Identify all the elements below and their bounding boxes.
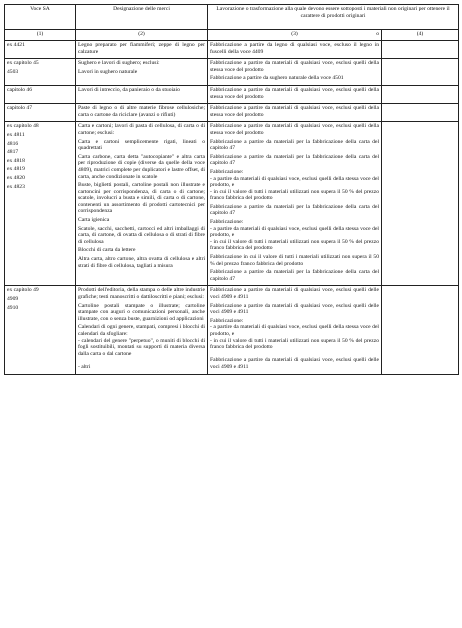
cell-voce-sa-entry: ex 4421 <box>7 42 25 48</box>
cell-lavorazione-entry: Fabbricazione a partire da materiali di qualsiasi voce, esclusi quelli della stessa voce del prodotto <box>210 60 379 73</box>
cell-designazione-entry: Carta carbone, carta detta "autocopiante" e altra carta per riproduzione di copie (diverse da quelle della voce 4809), matrici complete per duplicatori e lastre offset, di carta, anche condizionate in scatole <box>78 153 205 180</box>
origin-rules-table <box>4 4 459 375</box>
table-row <box>5 59 459 86</box>
col-num-4: (4) <box>382 30 459 41</box>
cell-voce-sa-entry: ex 4819 <box>7 166 25 173</box>
cell-designazione <box>76 41 208 59</box>
cell-voce-sa-entry: capitolo 47 <box>7 105 33 112</box>
cell-designazione-entry: Scatole, sacchi, sacchetti, cartocci ed altri imballaggi di carta, di cartone, di ovatta di cellulosa o di strati di fibre di cellulosa <box>78 225 205 245</box>
cell-lavorazione-entry: Fabbricazione a partire da materiali per la fabbricazione della carta del capitolo 47 <box>210 138 379 152</box>
cell-alternative <box>382 41 459 59</box>
cell-lavorazione <box>208 59 382 86</box>
cell-lavorazione-entry: Fabbricazione: - a partire da materiali di qualsiasi voce, esclusi quelli della stessa voce del prodotto, e - in cui il valore di tutti i materiali utilizzati non supera il 50 % del prezzo franco fabbrica del prodotto Fabbricazione a partire da materiali di qualsiasi voce, esclusi quelli delle voci 4909 e 4911 <box>210 317 379 370</box>
document-page <box>4 4 458 625</box>
cell-designazione-entry: Carta e cartoni semplicemente rigati, lineati o quadrettati <box>78 138 205 152</box>
cell-lavorazione-entry: Fabbricazione a partire da materiali di qualsiasi voce, esclusi quelli della stessa voce del prodotto <box>210 105 379 118</box>
cell-voce-sa-entry: ex capitolo 45 <box>7 60 39 67</box>
cell-lavorazione-entry: Fabbricazione a partire da materiali di qualsiasi voce, esclusi quelli delle voci 4909 e 4911 <box>210 287 379 300</box>
cell-voce-sa-entry: 4816 <box>7 140 19 147</box>
cell-lavorazione-entry: Fabbricazione a partire da sughero naturale della voce 4501 <box>210 75 344 82</box>
cell-voce-sa <box>5 59 76 86</box>
cell-lavorazione <box>208 122 382 286</box>
cell-alternative <box>382 85 459 103</box>
cell-voce-sa-entry: capitolo 46 <box>7 86 33 93</box>
cell-voce-sa-entry: 4910 <box>7 304 19 311</box>
cell-lavorazione-entry: Fabbricazione a partire da materiali di qualsiasi voce, esclusi quelli della stessa voce del prodotto <box>210 86 379 100</box>
cell-lavorazione <box>208 286 382 374</box>
cell-designazione-entry: Blocchi di carta da lettere <box>78 247 136 254</box>
cell-lavorazione-entry: Fabbricazione a partire da materiali di qualsiasi voce, esclusi quelli della stessa voce del prodotto <box>210 123 379 136</box>
cell-designazione <box>76 122 208 286</box>
cell-alternative <box>382 59 459 86</box>
col-num-3 <box>208 30 382 41</box>
cell-designazione <box>76 85 208 103</box>
cell-designazione-entry: Lavori di intreccio, da panieraio o da stuoiaio <box>78 86 180 93</box>
cell-designazione-entry: Lavori in sughero naturale <box>78 68 138 75</box>
cell-voce-sa-entry: ex 4820 <box>7 174 25 181</box>
cell-designazione-entry: Carta e cartoni; lavori di pasta di cellulosa, di carta o di cartone; esclusi: <box>78 123 205 136</box>
cell-voce-sa-entry: 4817 <box>7 149 19 156</box>
cell-lavorazione-entry: Fabbricazione a partire da materiali per la fabbricazione della carta del capitolo 47 <box>210 203 379 217</box>
cell-voce-sa <box>5 286 76 374</box>
cell-voce-sa <box>5 85 76 103</box>
cell-voce-sa-entry: ex capitolo 49 <box>7 287 39 294</box>
cell-designazione-entry: Buste, biglietti postali, cartoline postali non illustrate e cartoncini per corrispondenza, di carta o di cartone; scatole, involucri a busta e simili, di carta o di cartone, contenenti un assortimento di prodotti cartotecnici per corrispondenza <box>78 182 205 215</box>
table-row <box>5 286 459 374</box>
col-num-2: (2) <box>76 30 208 41</box>
table-row <box>5 122 459 286</box>
cell-lavorazione-entry: Fabbricazione a partire da materiali per la fabbricazione della carta del capitolo 47 <box>210 269 379 282</box>
cell-designazione <box>76 286 208 374</box>
cell-lavorazione-entry: Fabbricazione a partire da materiali per la fabbricazione della carta del capitolo 47 <box>210 153 379 167</box>
header-designazione: Designazione delle merci <box>76 5 208 30</box>
cell-lavorazione-entry: Fabbricazione: - a partire da materiali di qualsiasi voce, esclusi quelli della stessa voce del prodotto, e - in cui il valore di tutti i materiali utilizzati non supera il 50 % del prezzo franco fabbrica del prodotto <box>210 219 379 252</box>
cell-lavorazione-entry: Fabbricazione a partire da legno di qualsiasi voce, escluso il legno in fuscelli della voce 4409 <box>210 42 379 55</box>
header-voce-sa: Voce SA <box>5 5 76 30</box>
cell-designazione-entry: Legno preparato per fiammiferi; zeppe di legno per calzature <box>78 42 205 55</box>
cell-voce-sa-entry: 4909 <box>7 296 19 302</box>
cell-designazione-entry: Carta igienica <box>78 217 110 224</box>
cell-lavorazione <box>208 104 382 122</box>
cell-designazione-entry: Calendari di ogni genere, stampati, compresi i blocchi di calendari da sfogliare: - calendari del genere "perpetuo", o muniti di blocchi di fogli sostituibili, montati su supporti di materia diversa dalla carta o dal cartone - altri <box>78 324 205 370</box>
table-header-row <box>5 5 459 30</box>
table-row <box>5 104 459 122</box>
cell-designazione-entry: Altra carta, altro cartone, altra ovatta di cellulosa e altri strati di fibre di cellulosa, tagliati a misura <box>78 256 205 269</box>
cell-voce-sa-entry: ex 4811 <box>7 131 25 138</box>
cell-voce-sa-entry: ex 4823 <box>7 183 25 190</box>
col-num-1: (1) <box>5 30 76 41</box>
cell-lavorazione-entry: Fabbricazione in cui il valore di tutti i materiali utilizzati non supera il 50 % del prezzo franco fabbrica del prodotto <box>210 254 379 267</box>
cell-voce-sa <box>5 122 76 286</box>
cell-voce-sa-entry: ex 4818 <box>7 157 25 164</box>
cell-alternative <box>382 286 459 374</box>
cell-voce-sa-entry: 4503 <box>7 68 19 75</box>
cell-voce-sa <box>5 41 76 59</box>
table-row <box>5 41 459 59</box>
cell-lavorazione <box>208 85 382 103</box>
header-lavorazione: Lavorazione o trasformazione alla quale devono essere sottoposti i materiali non originari per ottenere il carattere di prodotti originari <box>208 5 459 30</box>
cell-designazione <box>76 59 208 86</box>
cell-voce-sa-entry: ex capitolo 48 <box>7 123 39 130</box>
cell-designazione-entry: Sughero e lavori di sughero; esclusi: <box>78 60 160 67</box>
cell-designazione-entry: Paste di legno o di altre materie fibrose cellulosiche; carta o cartone da riciclare (avanzi o rifiuti) <box>78 105 205 118</box>
table-body <box>5 41 459 375</box>
cell-lavorazione <box>208 41 382 59</box>
table-row <box>5 85 459 103</box>
column-number-row <box>5 30 459 41</box>
cell-voce-sa <box>5 104 76 122</box>
cell-designazione-entry: Cartoline postali stampate o illustrate; cartoline stampate con auguri o comunicazioni personali, anche illustrate, con o senza buste, guarnizioni od applicazioni <box>78 302 205 322</box>
cell-lavorazione-entry: Fabbricazione: - a partire da materiali di qualsiasi voce, esclusi quelli della stessa voce del prodotto, e - in cui il valore di tutti i materiali utilizzati non supera il 50 % del prezzo franco fabbrica del prodotto <box>210 168 379 202</box>
cell-lavorazione-entry: Fabbricazione a partire da materiali di qualsiasi voce, esclusi quelli delle voci 4909 e 4911 <box>210 302 379 316</box>
cell-alternative <box>382 122 459 286</box>
cell-designazione <box>76 104 208 122</box>
col-num-3-label: (3) <box>291 31 298 37</box>
cell-alternative <box>382 104 459 122</box>
cell-designazione-entry: Prodotti dell'editoria, della stampa o delle altre industrie grafiche; testi manoscritti o dattiloscritti e piani; esclusi: <box>78 287 205 300</box>
col-num-or-label: o <box>376 31 379 37</box>
